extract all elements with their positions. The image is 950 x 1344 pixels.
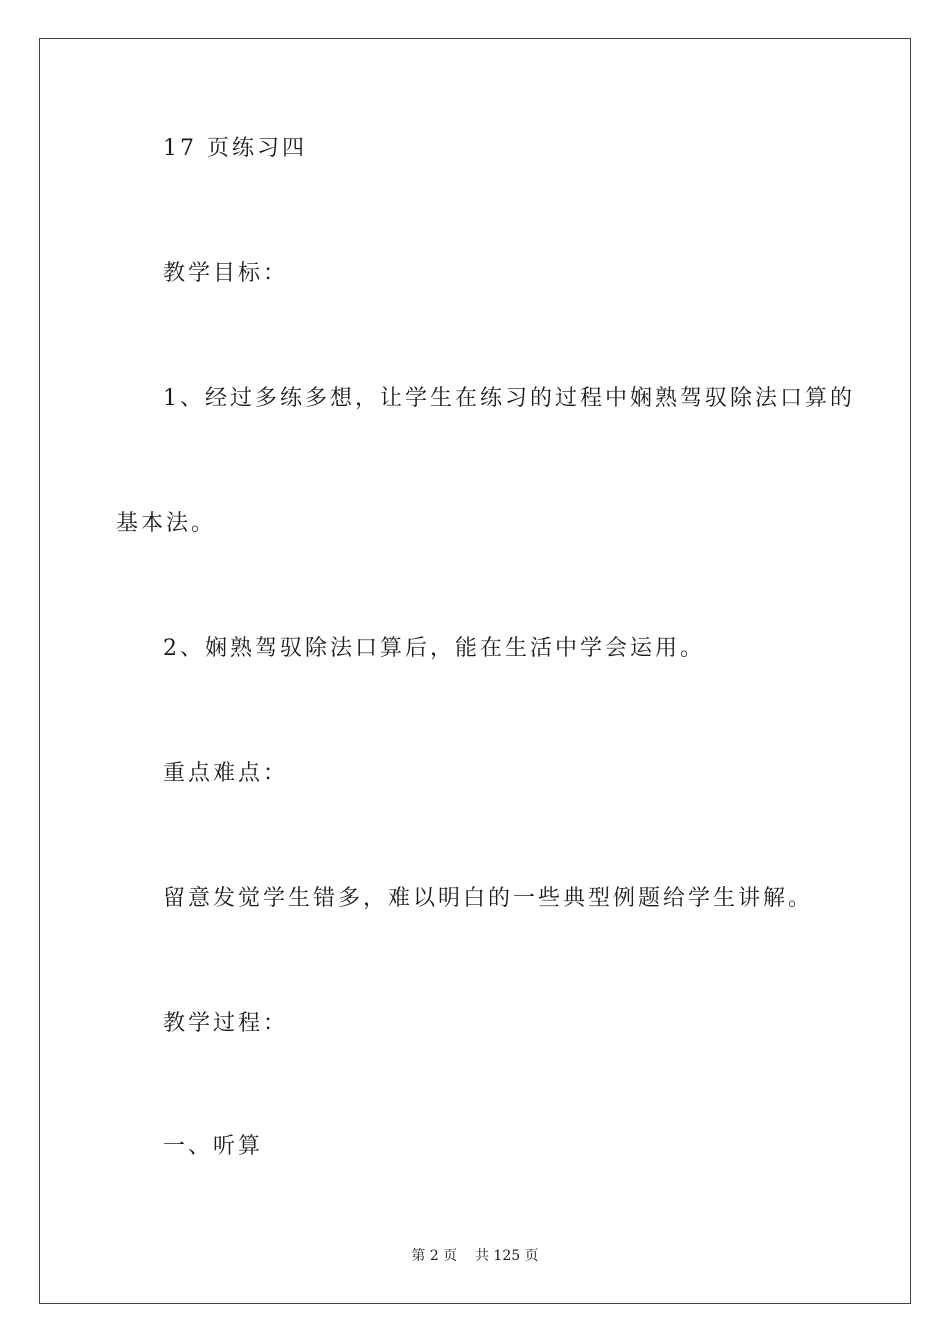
heading-teaching-process: 教学过程： [163, 1011, 289, 1036]
goal-item-2: 2、娴熟驾驭除法口算后，能在生活中学会运用。 [163, 636, 705, 661]
page-footer: 第 2 页 共 125 页 [411, 1248, 539, 1264]
goal-item-1: 1、经过多练多想，让学生在练习的过程中娴熟驾驭除法口算的 [163, 386, 855, 411]
goal-item-1-continued: 基本法。 [116, 511, 217, 536]
process-step-1: 一、听算 [163, 1134, 264, 1159]
heading-key-points: 重点难点： [163, 761, 289, 786]
page-border [39, 38, 911, 1304]
heading-teaching-goals: 教学目标： [163, 261, 289, 286]
key-points-text: 留意发觉学生错多，难以明白的一些典型例题给学生讲解。 [163, 886, 814, 911]
section-heading: 17 页练习四 [163, 136, 307, 161]
